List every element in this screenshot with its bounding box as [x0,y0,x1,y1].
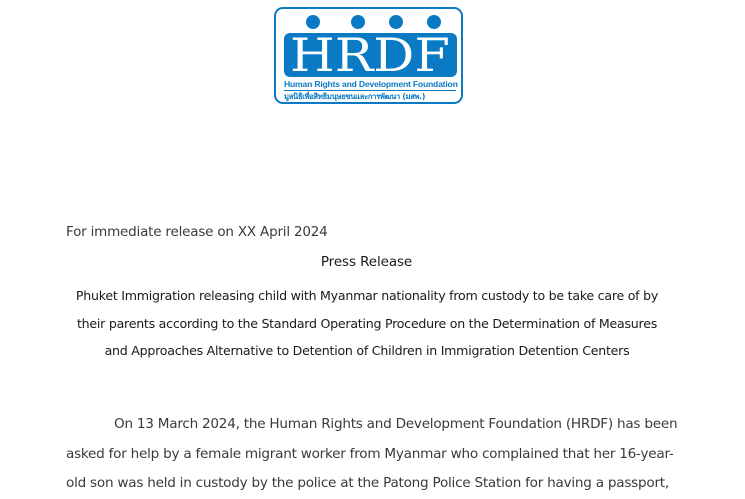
logo-dot [427,15,441,29]
release-date-line: For immediate release on XX April 2024 [66,224,328,240]
logo-name-th: มูลนิธิเพื่อสิทธิมนุษยชนและการพัฒนา (มสพ.) [284,92,426,101]
logo-name-en: Human Rights and Development Foundation [284,79,458,89]
logo-dot [306,15,320,29]
body-line: old son was held in custody by the police at the Patong Police Station for having a passport, [66,475,669,491]
hrdf-logo [274,7,463,104]
logo-letters: HRDF [290,28,450,82]
body-paragraph [66,410,678,499]
logo-dot [389,15,403,29]
body-line: On 13 March 2024, the Human Rights and Development Foundation (HRDF) has been [114,416,678,432]
headline-line: and Approaches Alternative to Detention of Children in Immigration Detention Centers [104,343,630,358]
headline [62,282,672,365]
logo-dot [351,15,365,29]
body-line: asked for help by a female migrant worker from Myanmar who complained that her 16-year- [66,445,674,462]
headline-line: their parents according to the Standard Operating Procedure on the Determination of Measures [76,315,658,331]
press-release-title: Press Release [320,254,413,270]
headline-line: Phuket Immigration releasing child with Myanmar nationality from custody to be take care of by [75,288,659,303]
